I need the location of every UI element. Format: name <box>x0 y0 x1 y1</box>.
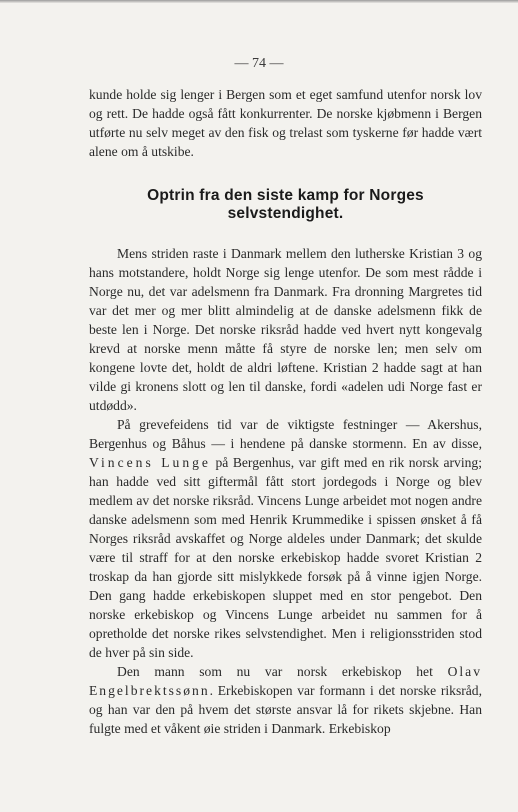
paragraph-3 <box>89 662 482 738</box>
paragraph-2-text-a: På grevefeidens tid var de viktigste festninger — Akershus, Bergenhus og Båhus — i hendene på danske stormenn. En av disse, <box>89 417 482 451</box>
page-number: — 74 — <box>234 56 284 71</box>
paragraph-2-text-b: på Bergenhus, var gift med en rik norsk arving; han hadde ved sitt giftermål fått stort jordegods i Norge og blev medlem av det norske riksråd. Vincens Lunge arbeidet mot nogen andre danske adelsmenn som med Henrik Krummedike i spissen ønsket å få Norges riksråd avskaffet og Norge aldeles under Danmark; det skulde være til straff for at den norske erkebiskop hadde svoret Kristian 2 troskap da han gjorde sitt mislykkede forsøk på å vinne igjen Norge. Den gang hadde erkebiskopen sluppet med en stor pengebot. Den norske erkebiskop og Vincens Lunge arbeidet nu sammen for å opretholde det norske rikes selvstendighet. Men i religionsstriden stod de hver på sin side. <box>89 455 482 660</box>
person-name-olav-engelbrektssonn: Olav Engelbrektssønn <box>89 664 482 698</box>
page-body <box>89 85 482 738</box>
paragraph-1: Mens striden raste i Danmark mellem den lutherske Kristian 3 og hans motstandere, holdt Norge sig lenge utenfor. De som mest rådde i Norge nu, det var adelsmenn fra Danmark. Fra dronning Margretes tid var det mer og mer blitt almindelig at de danske adelsmenn fikk de beste len i Norge. Det norske riksråd hadde ved hvert nytt kongevalg krevd at norske menn måtte få styre de norske len; men selv om kongene lovte det, holdt de aldri løftene. Kristian 2 hadde sagt at han vilde gi kronens slott og len til danske, fordi «adelen udi Norge fast er utdødd». <box>89 246 482 413</box>
paragraph-3-text-a: Den mann som nu var norsk erkebiskop het <box>117 664 448 679</box>
paragraph-intro: kunde holde sig lenger i Bergen som et eget samfund utenfor norsk lov og rett. De hadde også fått konkurrenter. De norske kjøbmenn i Bergen utførte nu selv meget av den fisk og trelast som tyskerne før hadde vært alene om å utskibe. <box>89 87 482 159</box>
paragraph-3-text-b: . Erkebiskopen var formann i det norske riksråd, og han var den på hvem det største ansvar lå for rikets skjebne. Han fulgte med et våkent øie striden i Danmark. Erkebiskop <box>89 683 482 736</box>
top-edge-line <box>0 0 518 3</box>
person-name-vincens-lunge: Vincens Lunge <box>89 455 211 470</box>
section-heading: Optrin fra den siste kamp for Norges selvstendighet. <box>147 187 424 222</box>
paragraph-2 <box>89 415 482 662</box>
